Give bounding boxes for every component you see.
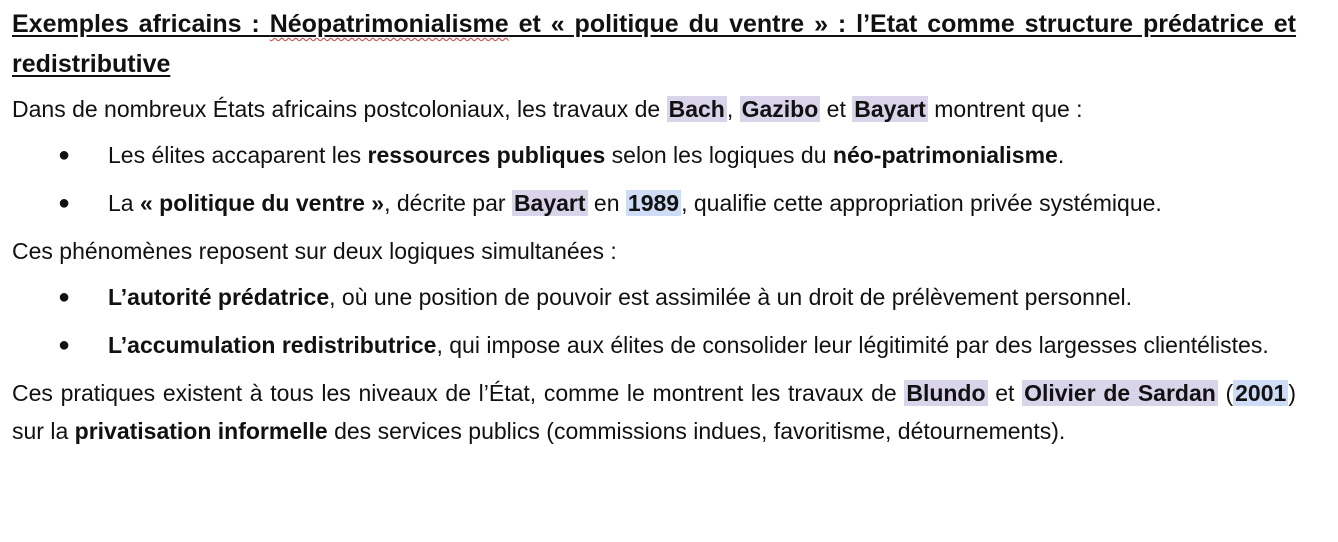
item-text: , qualifie cette appropriation privée systémique.	[681, 190, 1162, 216]
author-highlight-olivier-de-sardan: Olivier de Sardan	[1024, 380, 1216, 406]
item-text: selon les logiques du	[605, 142, 833, 168]
final-text: des services publics (commissions indues, favoritisme, détournements).	[327, 418, 1066, 444]
item-text: La	[108, 190, 140, 216]
mid-paragraph: Ces phénomènes reposent sur deux logiques simultanées :	[12, 238, 617, 264]
item-text: , qui impose aux élites de consolider leur légitimité par des largesses clientélistes.	[436, 332, 1269, 358]
bullet-list-2	[12, 278, 1296, 364]
item-bold: L’autorité prédatrice	[108, 284, 330, 310]
section-heading	[12, 4, 1296, 84]
final-text: et	[987, 380, 1023, 406]
author-highlight-gazibo: Gazibo	[741, 96, 819, 122]
bullet-icon: ●	[58, 144, 71, 166]
intro-text-end: montrent que :	[927, 96, 1083, 122]
item-text: .	[1057, 142, 1065, 168]
final-bold: privatisation informelle	[74, 418, 328, 444]
intro-sep: ,	[726, 96, 740, 122]
list-item	[12, 136, 1296, 174]
item-bold: « politique du ventre »	[139, 190, 385, 216]
bullet-icon: ●	[58, 192, 71, 214]
item-text: , où une position de pouvoir est assimilée à un droit de prélèvement personnel.	[329, 284, 1133, 310]
author-highlight-bayart: Bayart	[513, 190, 586, 216]
item-text: Les élites accaparent les	[108, 142, 368, 168]
final-text: Ces pratiques existent à tous les niveaux de l’État, comme le montrent les travaux de	[12, 380, 905, 406]
intro-sep: et	[820, 96, 853, 122]
final-text: ) sur la	[12, 380, 1296, 444]
item-text: en	[587, 190, 626, 216]
bullet-icon: ●	[58, 334, 71, 356]
heading-spellcheck-word[interactable]: Néopatrimonialisme	[269, 10, 509, 38]
heading-text-2: et « politique du ventre » : l’Etat comme structure prédatrice et redistributive	[12, 10, 1297, 78]
author-highlight-bach: Bach	[668, 96, 725, 122]
intro-paragraph	[12, 90, 1296, 128]
list-item	[12, 184, 1296, 222]
list-item	[12, 326, 1296, 364]
item-text: , décrite par	[384, 190, 512, 216]
bullet-list-1	[12, 136, 1296, 222]
item-bold: ressources publiques	[367, 142, 606, 168]
final-text: (	[1217, 380, 1234, 406]
list-item	[12, 278, 1296, 316]
author-highlight-bayart: Bayart	[854, 96, 926, 122]
item-bold: néo-patrimonialisme	[832, 142, 1058, 168]
intro-text: Dans de nombreux États africains postcoloniaux, les travaux de	[12, 96, 667, 122]
item-bold: L’accumulation redistributrice	[108, 332, 437, 358]
author-highlight-blundo: Blundo	[906, 380, 986, 406]
heading-text-1: Exemples africains :	[12, 10, 270, 38]
date-highlight: 2001	[1235, 380, 1287, 406]
bullet-icon: ●	[58, 286, 71, 308]
date-highlight: 1989	[627, 190, 680, 216]
final-paragraph	[12, 374, 1296, 450]
